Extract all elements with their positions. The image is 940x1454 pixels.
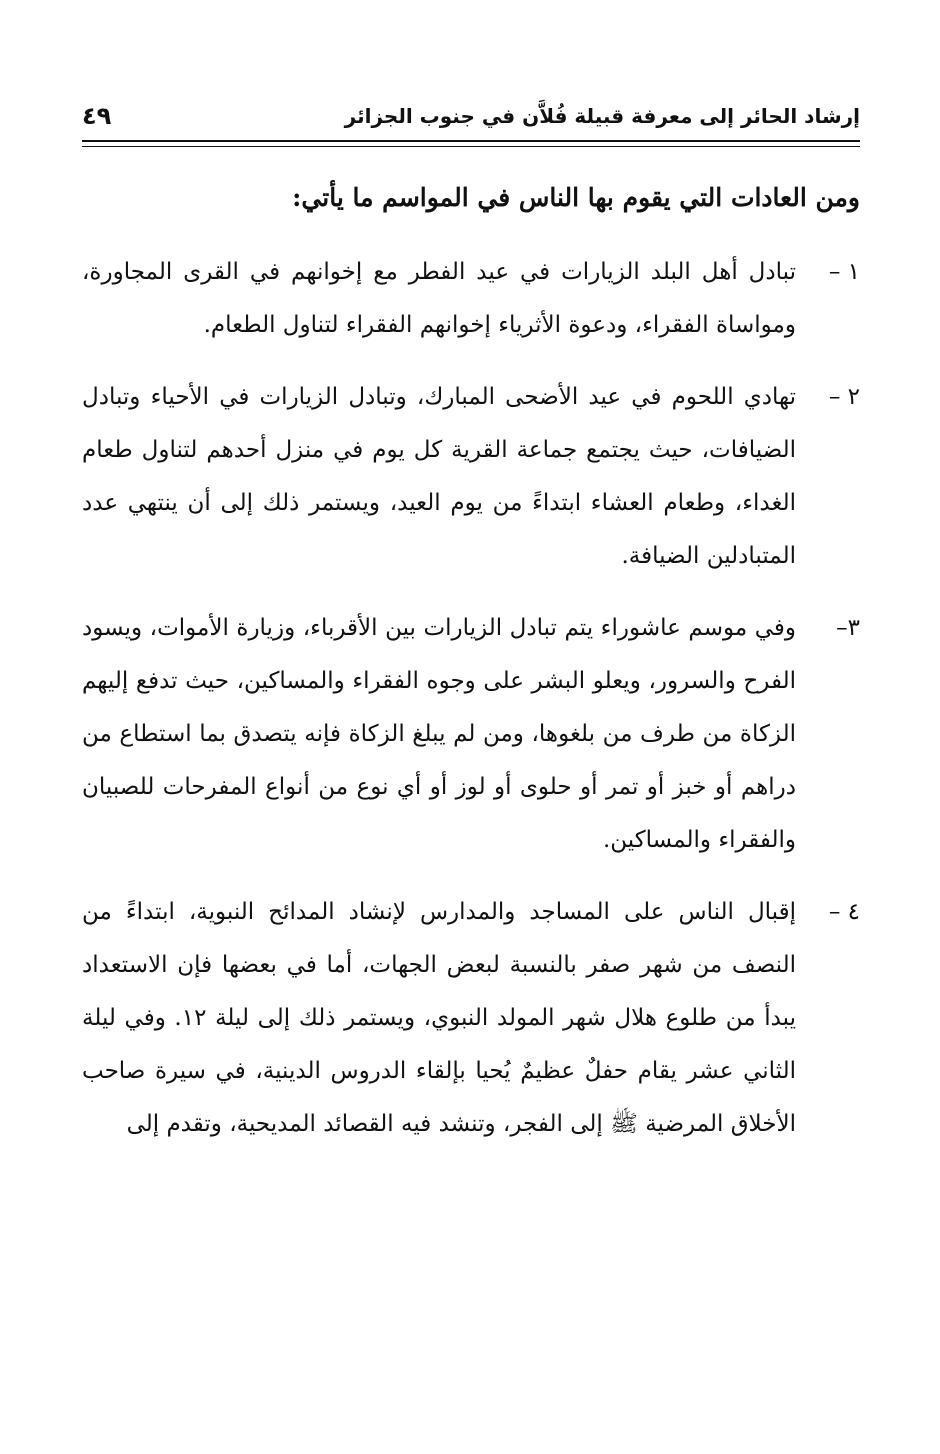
list-item-text: تهادي اللحوم في عيد الأضحى المبارك، وتبادل الزيارات في الأحياء وتبادل الضيافات، حيث يجتمع جماعة القرية كل يوم في منزل أحدهم لتناول طعام الغداء، وطعام العشاء ابتداءً من يوم العيد، ويستمر ذلك إلى أن ينتهي عدد المتبادلين الضيافة. xyxy=(82,384,796,569)
list-item-text: وفي موسم عاشوراء يتم تبادل الزيارات بين الأقرباء، وزيارة الأموات، ويسود الفرح والسرور، ويعلو البشر على وجوه الفقراء والمساكين، حيث تدفع إليهم الزكاة من طرف من بلغوها، ومن لم يبلغ الزكاة فإنه يتصدق بما استطاع من دراهم أو خبز أو تمر أو حلوى أو لوز أو أي نوع من أنواع المفرحات للصبيان والفقراء والمساكين. xyxy=(82,615,796,853)
page-number: ٤٩ xyxy=(82,102,112,130)
running-header xyxy=(82,96,860,136)
header-title: إرشاد الحائر إلى معرفة قبيلة فُلاَّن في جنوب الجزائر xyxy=(344,104,860,128)
list-item xyxy=(82,886,860,1151)
list-item-text: تبادل أهل البلد الزيارات في عيد الفطر مع إخوانهم في القرى المجاورة، ومواساة الفقراء، ودعوة الأثرياء إخوانهم الفقراء لتناول الطعام. xyxy=(82,259,796,338)
list-item-number: ٣– xyxy=(836,615,860,641)
header-rule-thin xyxy=(82,146,860,147)
list-item-text: إقبال الناس على المساجد والمدارس لإنشاد المدائح النبوية، ابتداءً من النصف من شهر صفر بالنسبة لبعض الجهات، أما في بعضها فإن الاستعداد يبدأ من طلوع هلال شهر المولد النبوي، ويستمر ذلك إلى ليلة ١٢. وفي ليلة الثاني عشر يقام حفلٌ عظيمٌ يُحيا بإلقاء الدروس الدينية، في سيرة صاحب الأخلاق المرضية ﷺ إلى الفجر، وتنشد فيه القصائد المديحية، وتقدم إلى xyxy=(82,899,796,1137)
intro-paragraph: ومن العادات التي يقوم بها الناس في المواسم ما يأتي: xyxy=(292,183,860,212)
book-page xyxy=(82,0,860,1454)
header-rule-thick xyxy=(82,140,860,142)
list-item xyxy=(82,602,860,867)
list-item-number: ٤ – xyxy=(828,899,860,925)
list-item-number: ١ – xyxy=(828,259,860,285)
list-item-number: ٢ – xyxy=(828,384,860,410)
list-item xyxy=(82,371,860,583)
customs-list xyxy=(82,246,860,1170)
list-item xyxy=(82,246,860,352)
